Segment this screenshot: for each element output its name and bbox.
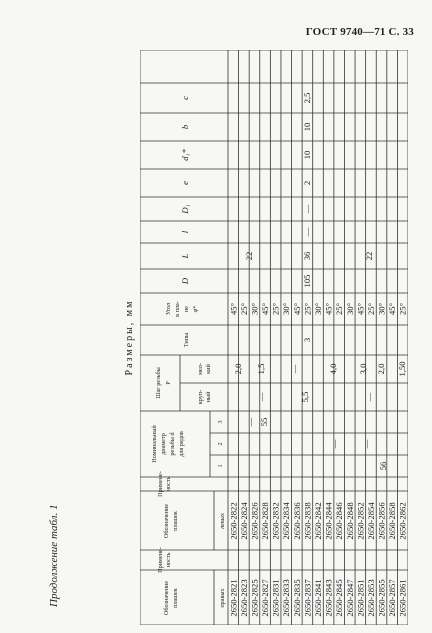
l-dash: — — [302, 227, 312, 237]
angle-cell: 30° — [376, 302, 387, 316]
designation-left-cell: 2650-2834 — [281, 502, 292, 540]
header-b: b — [180, 124, 190, 130]
header-application-1: Примене- — [157, 547, 164, 573]
header-row-1: 1 — [217, 464, 224, 468]
designation-right-cell: 2650-2857 — [387, 579, 398, 617]
designation-left-cell: 2650-2862 — [397, 502, 408, 540]
header-nominal-3: резьбы d — [169, 432, 176, 456]
designation-left-cell: 2650-2822 — [228, 502, 239, 540]
designation-left-cell: 2650-2824 — [238, 502, 249, 540]
designation-left-cell: 2650-2826 — [249, 502, 260, 540]
header-d1: d₁* — [180, 149, 190, 161]
angle-cell: 25° — [302, 302, 313, 316]
dash-coarse-a: — — [256, 392, 266, 402]
table-body — [228, 302, 407, 616]
designation-right-cell: 2650-2825 — [249, 579, 260, 617]
column-lines — [140, 83, 408, 625]
header-nominal-4: для рядов — [178, 431, 185, 457]
header-row-3: 3 — [217, 420, 224, 424]
fine-20a: 2,0 — [233, 363, 243, 375]
header-fine-2: кий — [205, 364, 212, 374]
e-2: 2 — [302, 180, 312, 186]
angle-cell: 25° — [397, 302, 408, 316]
merged-values — [233, 93, 407, 471]
fine-40: 4,0 — [328, 363, 338, 375]
angle-cell: 45° — [291, 302, 302, 316]
header-L: L — [180, 253, 190, 259]
dash-row3: — — [245, 417, 255, 427]
designation-right-cell: 2650-2823 — [238, 579, 249, 617]
designation-right-cell: 2650-2827 — [260, 579, 271, 617]
header-c: c — [180, 96, 190, 100]
header-right: правых — [219, 588, 226, 608]
L-22b: 22 — [364, 251, 374, 261]
angle-cell: 45° — [260, 302, 271, 316]
designation-right-cell: 2650-2835 — [291, 579, 302, 617]
fine-15: 1,5 — [256, 363, 266, 375]
designation-right-cell: 2650-2831 — [270, 579, 281, 617]
header-designation-1: Обозначение — [163, 580, 170, 616]
designation-left-cell: 2650-2858 — [387, 502, 398, 540]
designation-left-cell: 2650-2838 — [302, 502, 313, 540]
designation-left-cell: 2650-2828 — [260, 502, 271, 540]
D1-dash: — — [302, 204, 312, 214]
L-36: 36 — [302, 251, 312, 261]
header-angle-1: Угол — [165, 302, 172, 316]
designation-right-cell: 2650-2821 — [228, 579, 239, 617]
angle-cell: 30° — [281, 302, 292, 316]
designation-left-cell: 2650-2836 — [291, 502, 302, 540]
header-nominal-2: диаметр — [160, 433, 167, 455]
designation-right-cell: 2650-2861 — [397, 579, 408, 617]
header-angle-2: в пла- — [174, 301, 181, 317]
designation-left-cell: 2650-2854 — [365, 502, 376, 540]
header-l: l — [180, 230, 190, 234]
header-nominal-1: Номинальный — [151, 425, 158, 463]
header-application-2: ность — [165, 552, 172, 568]
angle-cell: 45° — [323, 302, 334, 316]
dash-fine: — — [289, 364, 299, 374]
header-coarse-2: ный — [205, 391, 212, 403]
designation-left-cell: 2650-2856 — [376, 502, 387, 540]
dash-row2-b: — — [361, 439, 371, 449]
designation-left-cell: 2650-2842 — [313, 502, 323, 540]
designation-right-cell: 2650-2847 — [344, 579, 355, 617]
angle-cell: 45° — [387, 302, 398, 316]
L-22a: 22 — [244, 251, 254, 261]
header-angle-3: не — [183, 305, 190, 313]
angle-cell: 45° — [355, 302, 366, 316]
designation-right-cell: 2650-2855 — [376, 579, 387, 617]
page-header: ГОСТ 9740—71 С. 33 — [305, 26, 414, 38]
rotated-table-page — [48, 50, 408, 625]
fine-20b: 2,0 — [376, 363, 386, 375]
angle-cell: 30° — [344, 302, 355, 316]
header-e: e — [180, 181, 190, 185]
dash-row2-a: — — [329, 439, 339, 449]
header-fine-1: мел- — [197, 363, 204, 375]
continuation-label: Продолжение табл. 1 — [48, 504, 60, 607]
header-coarse-1: круп- — [197, 389, 204, 405]
header-pitch-2: P — [165, 381, 172, 385]
designation-left-cell: 2650-2832 — [270, 502, 281, 540]
designation-right-cell: 2650-2851 — [355, 579, 366, 617]
header-designation-left-2: плашек — [172, 511, 179, 531]
header-application-left-1: Примене- — [157, 471, 164, 497]
angle-cell: 30° — [313, 302, 323, 316]
header-application-left-2: ность — [165, 476, 172, 492]
designation-right-cell: 2650-2853 — [365, 579, 376, 617]
designation-left-cell: 2650-2852 — [355, 502, 366, 540]
b-10: 10 — [302, 122, 312, 132]
angle-cell: 45° — [228, 302, 239, 316]
types-3: 3 — [302, 337, 312, 343]
designation-left-cell: 2650-2846 — [334, 502, 345, 540]
c-25: 2,5 — [302, 92, 312, 104]
designation-left-cell: 2650-2844 — [323, 502, 334, 540]
angle-cell: 25° — [334, 302, 345, 316]
fine-150: 1,50 — [397, 361, 407, 377]
d-55: 55 — [259, 417, 269, 427]
designation-left-cell: 2650-2848 — [344, 502, 355, 540]
header-D: D — [180, 277, 190, 285]
angle-cell: 30° — [249, 302, 260, 316]
D-105: 105 — [302, 274, 312, 288]
d1-10: 10 — [302, 150, 312, 160]
header-row-2: 2 — [217, 442, 224, 446]
designation-right-cell: 2650-2841 — [313, 579, 323, 617]
header-angle-4: φ* — [192, 305, 199, 313]
designation-right-cell: 2650-2845 — [334, 579, 345, 617]
d-56: 56 — [378, 461, 388, 471]
designation-right-cell: 2650-2837 — [302, 579, 313, 617]
dimension-table — [140, 50, 408, 625]
designation-right-cell: 2650-2843 — [323, 579, 334, 617]
designation-right-cell: 2650-2833 — [281, 579, 292, 617]
header-left: левых — [219, 512, 226, 530]
dash-coarse-b: — — [364, 392, 374, 402]
p-55: 5,5 — [300, 391, 310, 403]
table-title: Размеры, мм — [124, 299, 135, 376]
angle-cell: 25° — [238, 302, 249, 316]
header-types: Типы — [183, 332, 190, 348]
header-D1: D₁ — [180, 204, 190, 214]
header-designation-2: плашек — [172, 588, 179, 608]
header-pitch-1: Шаг резьбы — [155, 367, 162, 399]
header-designation-left-1: Обозначение — [163, 503, 170, 539]
table-header — [151, 96, 226, 615]
angle-cell: 25° — [365, 302, 376, 316]
fine-30: 3,0 — [358, 363, 368, 375]
angle-cell: 25° — [270, 302, 281, 316]
